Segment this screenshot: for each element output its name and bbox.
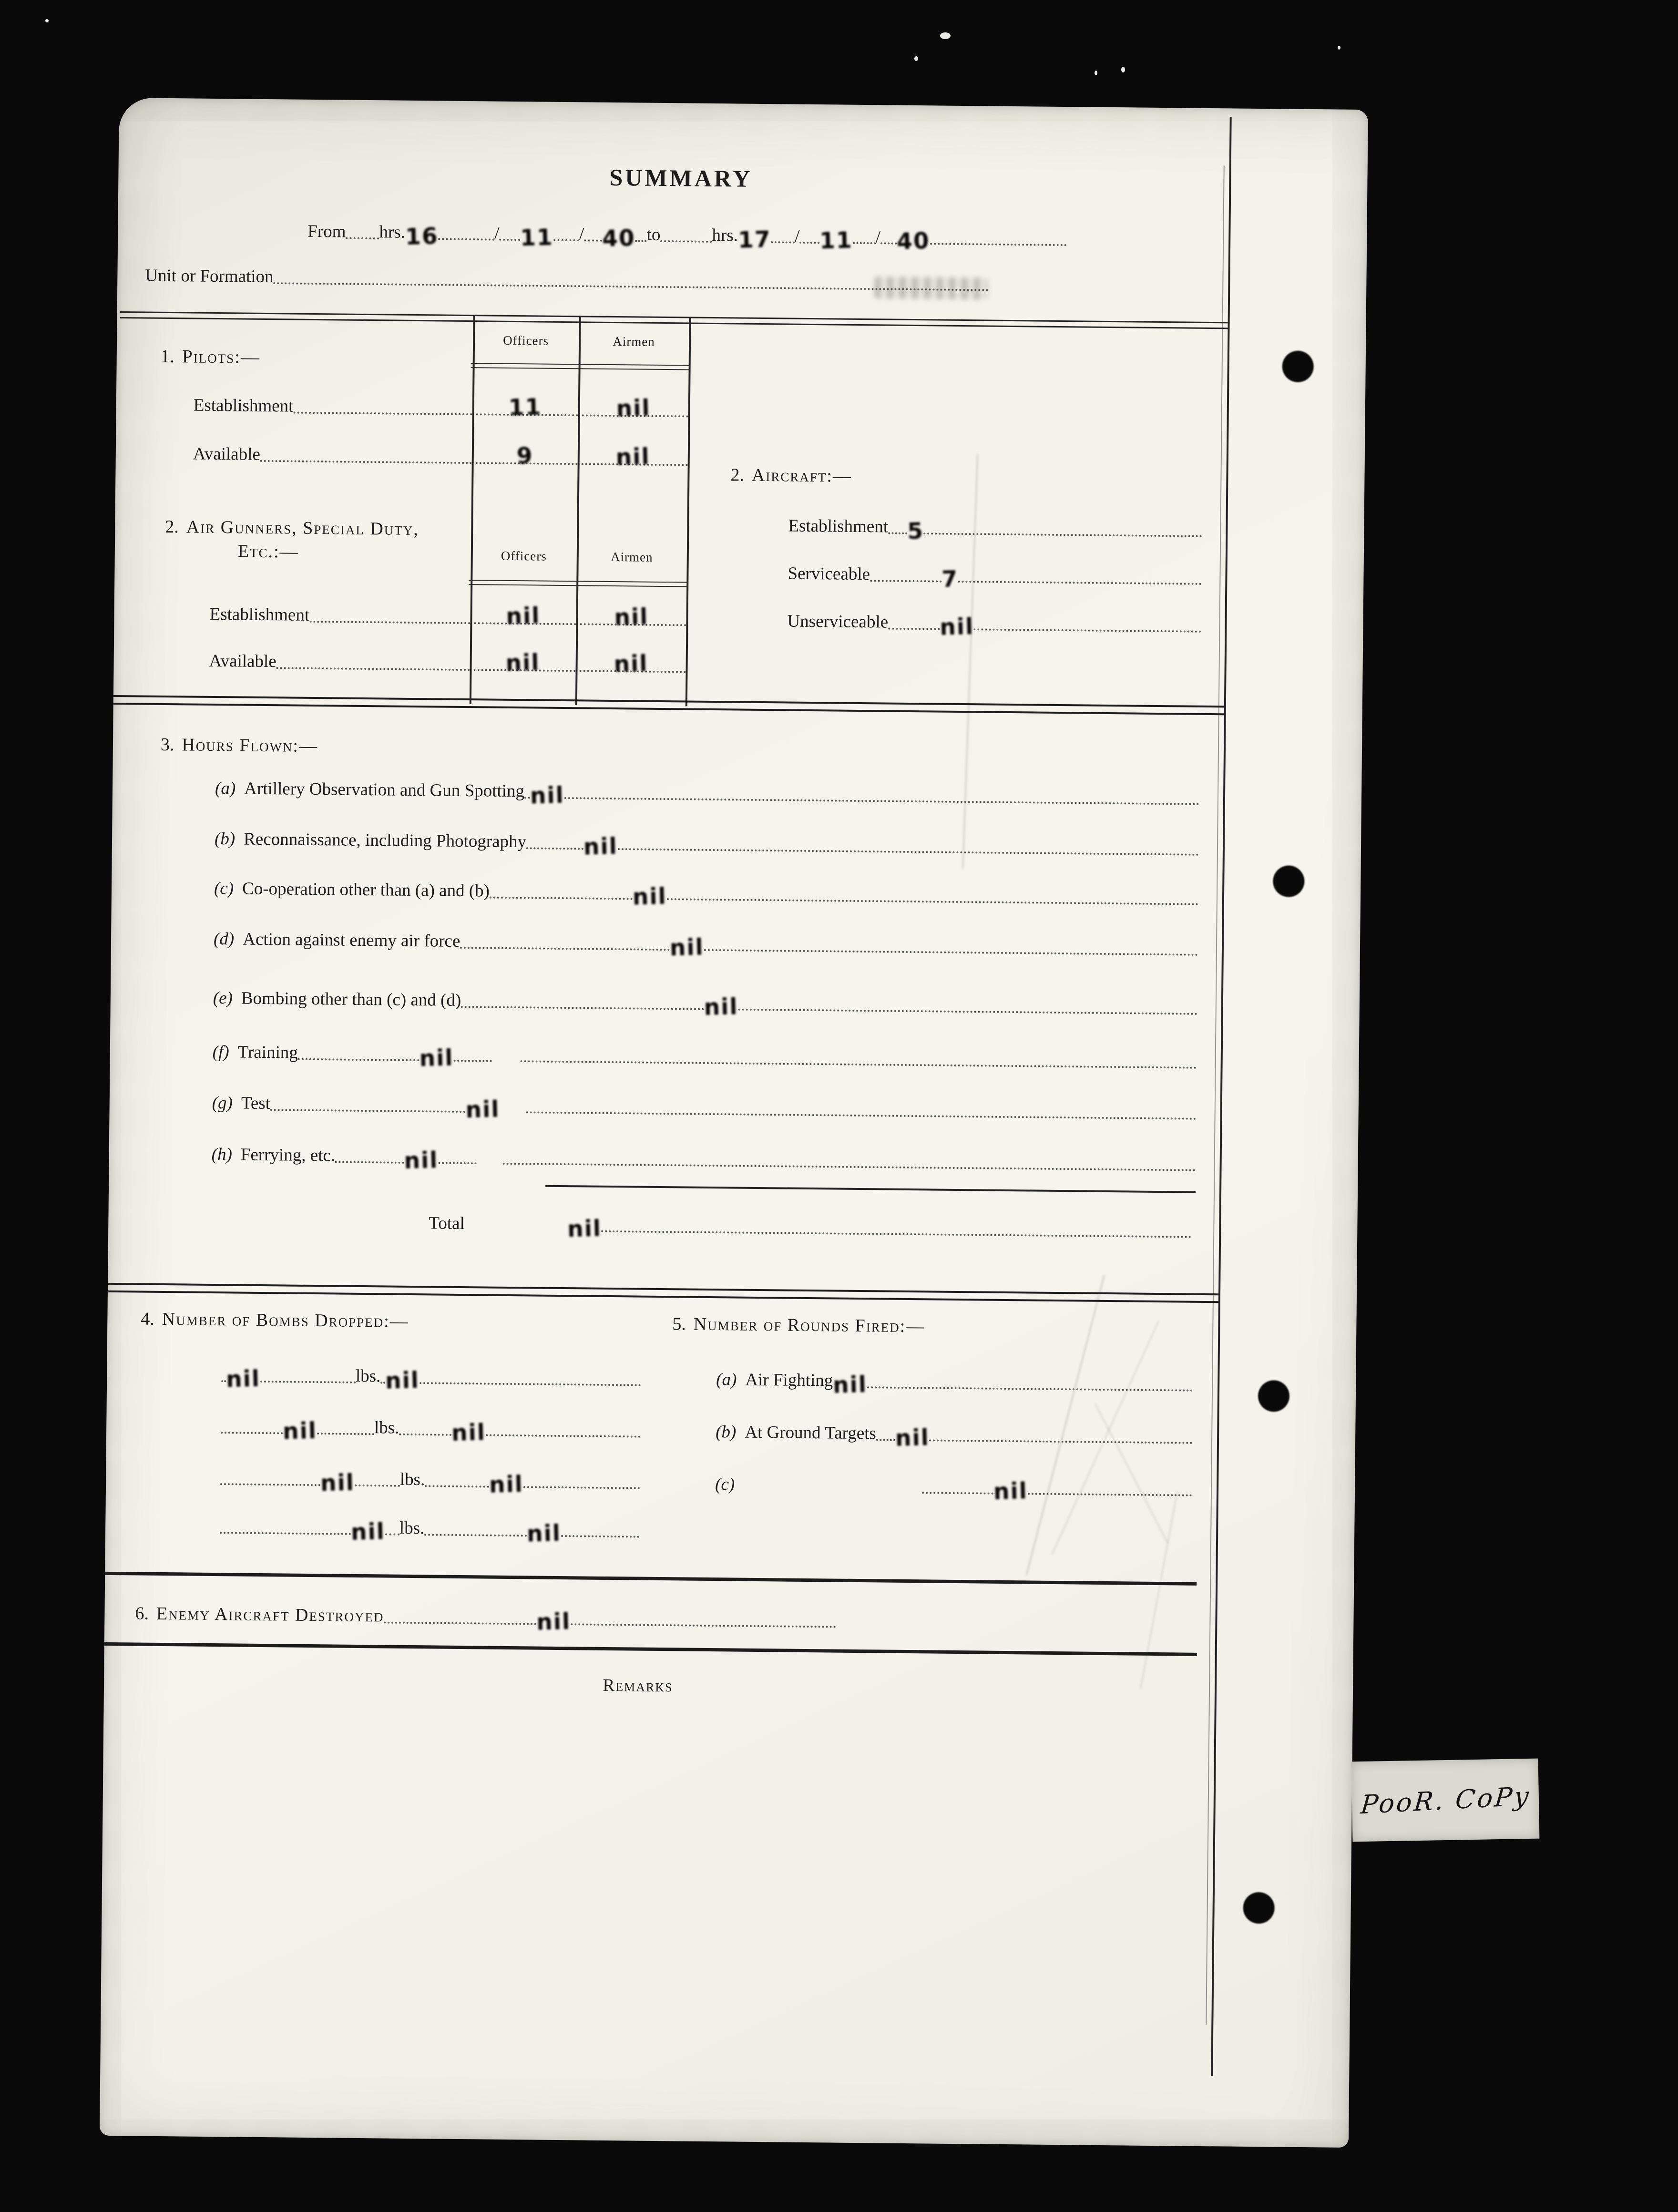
row-label: Establishment — [788, 516, 889, 537]
dotted-leader — [486, 1434, 640, 1438]
dotted-leader — [584, 239, 602, 241]
item-key: (a) — [215, 778, 236, 799]
dotted-leader — [526, 1111, 1197, 1119]
stamp-weight: nil — [526, 1520, 562, 1547]
punch-hole — [1282, 350, 1314, 382]
dotted-leader — [298, 1058, 420, 1061]
gunners-available-row — [209, 644, 686, 676]
aircraft-serviceable-row — [788, 562, 1201, 593]
gunners-heading-line2 — [238, 541, 299, 563]
dotted-leader — [524, 797, 530, 799]
item-label: Ferrying, etc. — [240, 1145, 336, 1166]
dotted-leader — [553, 239, 579, 242]
hrs-label: hrs. — [379, 222, 406, 243]
aircraft-unserviceable-row — [787, 610, 1201, 641]
item-label: Test — [241, 1094, 271, 1114]
dotted-leader — [276, 667, 470, 671]
total-label: Total — [429, 1213, 465, 1234]
dotted-leader — [260, 1381, 356, 1383]
spacer — [500, 1116, 526, 1117]
period-line — [307, 220, 1066, 255]
bombs-row — [221, 1414, 640, 1447]
dotted-leader — [1028, 1493, 1192, 1496]
dotted-leader — [958, 581, 1202, 585]
item-key: (b) — [214, 829, 235, 849]
section-heading: Enemy Aircraft Destroyed — [156, 1604, 384, 1626]
dotted-leader — [564, 797, 1199, 805]
dotted-leader — [523, 1486, 640, 1489]
stamp-value: nil — [993, 1478, 1028, 1505]
dotted-leader — [220, 1532, 351, 1535]
section-heading: Pilots:— — [182, 346, 261, 368]
stamp-from-day: 11 — [520, 224, 554, 252]
dotted-leader — [888, 628, 940, 630]
dotted-leader — [876, 1439, 895, 1441]
slash: / — [875, 227, 881, 247]
section-heading: Etc.:— — [237, 541, 299, 562]
hours-item-a — [215, 777, 1199, 809]
dotted-leader — [260, 460, 472, 464]
dotted-leader — [220, 1483, 320, 1486]
stamp-weight: nil — [385, 1367, 420, 1394]
stamp-count: nil — [320, 1469, 355, 1497]
row-label: Serviceable — [788, 563, 870, 584]
column-header-officers: Officers — [501, 548, 547, 563]
dotted-leader — [867, 1386, 1193, 1392]
bombs-row — [221, 1363, 641, 1394]
header-underline — [471, 363, 690, 370]
officers-cell — [470, 600, 576, 630]
dotted-leader — [420, 1382, 641, 1386]
item-key: (f) — [212, 1042, 229, 1062]
bombs-row — [220, 1466, 640, 1498]
rounds-item-b — [715, 1420, 1192, 1452]
hours-item-c — [214, 877, 1198, 909]
stamp-value: nil — [615, 443, 650, 471]
stamp-value: nil — [505, 649, 541, 677]
dotted-leader — [309, 621, 470, 624]
item-key: (g) — [212, 1093, 233, 1113]
lbs-label: lbs. — [399, 1518, 425, 1538]
dotted-leader — [618, 848, 1199, 856]
row-label: Available — [193, 444, 261, 465]
horizontal-rule — [105, 1572, 1197, 1586]
hours-item-d — [213, 927, 1198, 962]
slash: / — [494, 224, 500, 244]
dotted-leader — [771, 241, 795, 243]
dotted-leader — [880, 242, 897, 244]
dotted-leader — [738, 1009, 1197, 1015]
section-number: 2. — [165, 516, 179, 537]
officers-cell — [472, 440, 578, 470]
row-label: Unserviceable — [787, 611, 889, 632]
dotted-leader — [438, 238, 494, 240]
lbs-label: lbs. — [355, 1366, 381, 1386]
hours-item-b — [215, 827, 1199, 859]
form-title: SUMMARY — [609, 164, 753, 192]
stamp-value: 5 — [907, 518, 924, 545]
dotted-leader — [704, 949, 1198, 956]
spacer — [465, 1234, 567, 1235]
lbs-label: lbs. — [374, 1418, 399, 1438]
airmen-cell — [578, 440, 688, 471]
stamp-value: nil — [536, 1608, 571, 1636]
hours-item-g — [212, 1091, 1197, 1123]
hours-item-f — [213, 1040, 1197, 1072]
unit-line — [145, 266, 989, 295]
stamp-value: nil — [613, 650, 648, 678]
lbs-label: lbs. — [399, 1470, 425, 1490]
item-key: (c) — [715, 1475, 735, 1495]
airmen-cell — [576, 601, 686, 631]
enemy-destroyed-row — [135, 1602, 836, 1636]
item-label: Bombing other than (c) and (d) — [241, 988, 461, 1011]
dotted-leader — [888, 533, 907, 534]
section-heading: Number of Rounds Fired:— — [693, 1314, 925, 1337]
stamp-to-day: 11 — [819, 227, 853, 255]
dotted-leader — [425, 1485, 489, 1487]
item-key: (a) — [716, 1370, 737, 1390]
pilots-heading — [161, 346, 261, 369]
dotted-leader — [526, 847, 583, 850]
stamp-value: nil — [939, 614, 974, 641]
dust-speck — [45, 19, 49, 22]
section-heading: Air Gunners, Special Duty, — [186, 517, 420, 540]
dotted-leader — [317, 1433, 374, 1435]
section-number: 5. — [672, 1314, 686, 1334]
slash: / — [795, 226, 800, 246]
hours-total-row — [429, 1211, 1191, 1241]
stamp-to-year: 40 — [896, 228, 931, 255]
dust-speck — [1121, 67, 1125, 72]
aircraft-establishment-row — [788, 514, 1202, 545]
punch-hole — [1258, 1380, 1290, 1412]
column-header-officers: Officers — [503, 333, 549, 348]
section-number: 3. — [160, 734, 174, 755]
dotted-leader — [660, 240, 712, 243]
stamp-weight: nil — [451, 1419, 486, 1447]
dotted-leader — [500, 239, 521, 241]
dotted-leader — [424, 1534, 527, 1536]
section-heading: Hours Flown:— — [182, 735, 318, 757]
slash: / — [579, 224, 584, 244]
dust-speck — [914, 56, 918, 61]
item-label: Co-operation other than (a) and (b) — [242, 879, 490, 901]
stamp-count: nil — [350, 1518, 386, 1546]
dotted-leader — [399, 1434, 451, 1436]
table-column-line — [575, 316, 581, 705]
dotted-leader — [667, 898, 1198, 905]
stamp-value: nil — [404, 1147, 439, 1175]
airmen-cell — [578, 392, 688, 422]
stamp-value: nil — [895, 1424, 930, 1452]
item-label: Training — [237, 1042, 298, 1063]
stamp-value: nil — [465, 1096, 501, 1124]
item-label: Air Fighting — [745, 1370, 833, 1391]
dust-speck — [940, 32, 951, 39]
hrs-label: hrs. — [712, 225, 738, 246]
spacer — [477, 1167, 503, 1168]
table-column-line — [470, 315, 475, 704]
hours-heading — [161, 735, 318, 757]
rounds-heading — [672, 1314, 925, 1337]
item-key: (d) — [213, 929, 235, 949]
dotted-leader — [924, 533, 1202, 537]
row-label: Establishment — [209, 604, 310, 625]
horizontal-rule — [545, 1185, 1196, 1193]
dotted-leader — [380, 1382, 385, 1383]
dotted-leader — [974, 628, 1201, 633]
stamp-value: nil — [506, 603, 541, 630]
hours-item-h — [212, 1143, 1196, 1175]
gunners-heading-line1 — [165, 517, 419, 540]
dotted-leader — [601, 1230, 1191, 1238]
stamp-to-hrs: 17 — [737, 226, 772, 254]
bombs-heading — [141, 1309, 409, 1332]
spacer — [743, 1495, 922, 1497]
rounds-item-c — [715, 1473, 1192, 1505]
dotted-leader — [385, 1533, 399, 1535]
dotted-leader — [335, 1161, 404, 1163]
dotted-leader — [221, 1432, 283, 1434]
aircraft-heading — [730, 465, 852, 487]
column-header-airmen: Airmen — [610, 549, 653, 564]
punch-hole — [1243, 1892, 1275, 1924]
stamp-value: nil — [419, 1045, 454, 1072]
dotted-leader — [635, 240, 647, 242]
horizontal-rule — [108, 1283, 1219, 1303]
item-key: (e) — [213, 988, 233, 1008]
item-key: (b) — [715, 1422, 737, 1443]
row-label: Available — [209, 651, 276, 672]
dotted-leader — [346, 237, 379, 240]
stamp-value: nil — [832, 1371, 868, 1399]
dotted-leader — [460, 947, 670, 951]
section-number: 4. — [141, 1309, 155, 1329]
section-heading: Number of Bombs Dropped:— — [162, 1309, 409, 1331]
from-label: From — [307, 222, 346, 242]
dotted-leader — [571, 1623, 836, 1628]
stamp-value: nil — [615, 395, 651, 422]
table-column-line — [686, 317, 691, 706]
section-number: 1. — [160, 346, 175, 367]
item-label: Action against enemy air force — [243, 930, 460, 952]
stamp-value: nil — [669, 934, 705, 962]
dotted-leader — [922, 1492, 993, 1494]
item-label: At Ground Targets — [745, 1423, 877, 1444]
dotted-leader — [503, 1163, 1196, 1171]
dotted-leader — [800, 242, 820, 244]
poor-copy-annotation: PooR. CoPy — [1359, 1781, 1532, 1820]
crease-mark — [1140, 1492, 1178, 1689]
dotted-leader — [384, 1621, 536, 1625]
column-header-airmen: Airmen — [613, 334, 655, 349]
stamp-value: nil — [704, 993, 739, 1021]
pilots-available-row — [193, 437, 688, 470]
dotted-leader — [490, 897, 633, 900]
officers-cell — [472, 391, 578, 421]
stamp-value: nil — [583, 833, 618, 860]
gunners-establishment-row — [209, 597, 686, 630]
dust-speck — [1095, 71, 1097, 75]
section-heading: Aircraft:— — [751, 465, 852, 486]
row-label: Establishment — [193, 395, 294, 416]
stamp-from-year: 40 — [602, 225, 636, 252]
airmen-cell — [575, 647, 686, 678]
stamp-value: nil — [632, 883, 667, 911]
unit-label: Unit or Formation — [145, 266, 274, 287]
dotted-leader — [520, 1060, 1197, 1069]
stamp-weight: nil — [489, 1471, 524, 1498]
stamp-value: nil — [530, 782, 565, 809]
punch-hole — [1273, 865, 1305, 897]
horizontal-rule — [120, 311, 1230, 329]
stamp-value: 11 — [508, 394, 542, 421]
dotted-leader — [453, 1060, 491, 1062]
summary-form-page — [100, 98, 1368, 2148]
stamp-value: nil — [614, 604, 649, 631]
dotted-leader — [853, 242, 876, 244]
item-label: Reconnaissance, including Photography — [244, 830, 527, 852]
hours-item-e — [213, 986, 1197, 1021]
section-number: 6. — [135, 1603, 149, 1624]
poor-copy-slip — [1351, 1759, 1540, 1842]
dotted-leader — [270, 1109, 466, 1113]
header-underline — [469, 580, 687, 587]
to-label: to — [646, 225, 661, 245]
horizontal-rule — [104, 1642, 1197, 1656]
pilots-establishment-row — [194, 389, 689, 421]
dotted-leader — [461, 1006, 704, 1010]
stamp-value: 7 — [941, 566, 959, 593]
stamp-value: 9 — [516, 442, 533, 470]
item-label: Artillery Observation and Gun Spotting — [244, 779, 525, 801]
rounds-item-a — [716, 1368, 1193, 1399]
remarks-label — [576, 1675, 700, 1697]
illegible-stamp — [874, 276, 988, 299]
dotted-leader — [221, 1380, 226, 1382]
dotted-leader — [293, 412, 472, 416]
dotted-leader — [439, 1162, 477, 1165]
horizontal-rule — [113, 695, 1225, 715]
dotted-leader — [930, 243, 1067, 246]
stamp-value: nil — [567, 1215, 602, 1243]
dotted-leader — [355, 1485, 400, 1487]
bombs-row — [220, 1515, 639, 1547]
officers-cell — [470, 646, 575, 677]
item-key: (c) — [214, 879, 234, 899]
dotted-leader — [870, 580, 941, 582]
remarks-text: Remarks — [603, 1675, 673, 1696]
item-key: (h) — [211, 1145, 233, 1165]
stamp-count: nil — [225, 1365, 261, 1393]
stamp-count: nil — [282, 1417, 317, 1445]
dust-speck — [1338, 46, 1340, 50]
dotted-leader — [561, 1535, 639, 1538]
spacer — [491, 1065, 520, 1066]
section-number: 2. — [730, 465, 745, 485]
stamp-from-hrs: 16 — [405, 223, 439, 250]
